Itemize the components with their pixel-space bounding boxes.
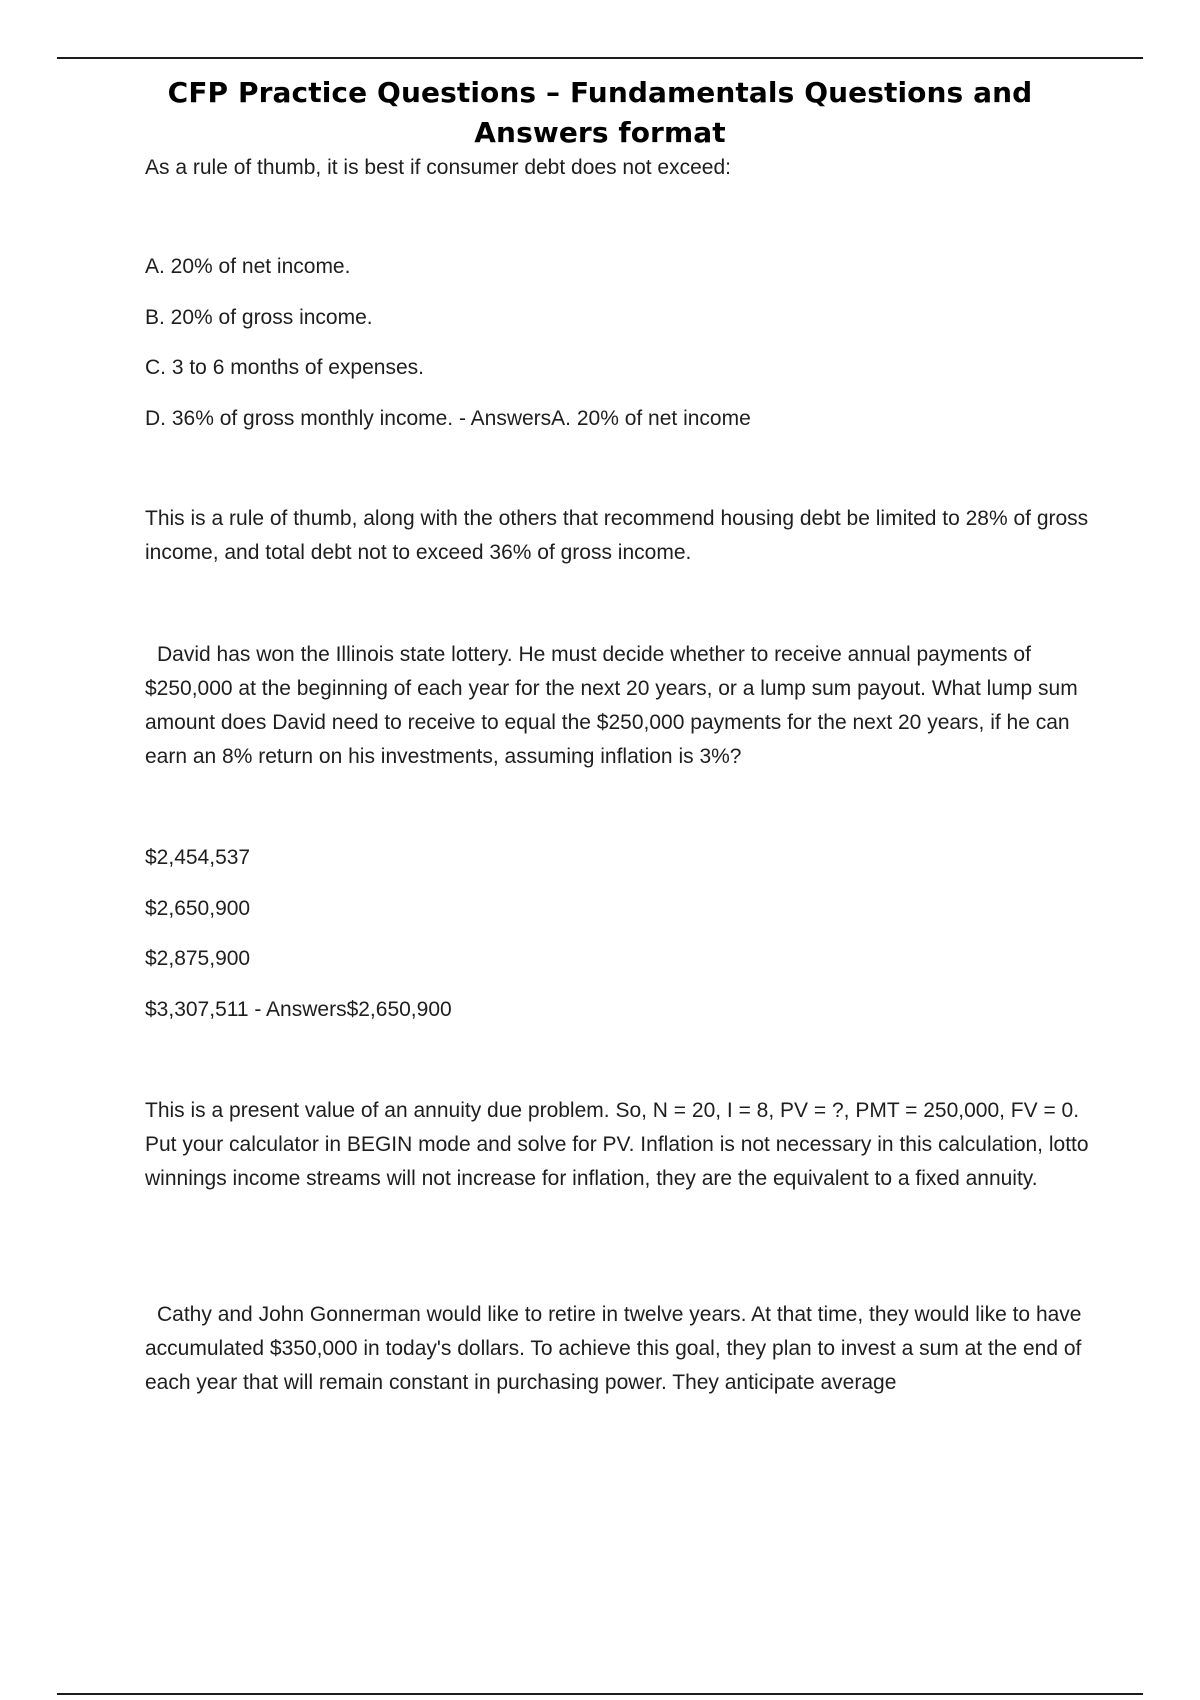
question-1-option-d-answer: D. 36% of gross monthly income. - AnswersA. 20% of net income	[145, 407, 751, 430]
question-1-option-c: C. 3 to 6 months of expenses.	[145, 356, 424, 379]
top-rule	[57, 57, 1143, 59]
question-2-explanation: This is a present value of an annuity due problem. So, N = 20, I = 8, PV = ?, PMT = 250,000, FV = 0. Put your calculator in BEGIN mode and solve for PV. Inflation is not necessary in this calculation, lotto winnings income streams will not increase for inflation, they are the equivalent to a fixed annuity.	[145, 1099, 1089, 1190]
document-title: CFP Practice Questions – Fundamentals Questions and Answers format	[167, 76, 1033, 149]
question-2-option-3: $2,875,900	[145, 947, 251, 970]
question-2-text: David has won the Illinois state lottery. He must decide whether to receive annual payments of $250,000 at the beginning of each year for the next 20 years, or a lump sum payout. What lump sum amount does David need to receive to equal the $250,000 payments for the next 20 years, if he can earn an 8% return on his investments, assuming inflation is 3%?	[145, 643, 1078, 768]
question-1-option-b: B. 20% of gross income.	[145, 306, 373, 329]
bottom-rule	[57, 1693, 1143, 1695]
question-2-option-4-answer: $3,307,511 - Answers$2,650,900	[145, 998, 452, 1021]
question-1-text: As a rule of thumb, it is best if consumer debt does not exceed:	[145, 156, 731, 179]
question-1-explanation: This is a rule of thumb, along with the others that recommend housing debt be limited to 28% of gross income, and total debt not to exceed 36% of gross income.	[145, 507, 1089, 564]
question-3-text: Cathy and John Gonnerman would like to retire in twelve years. At that time, they would like to have accumulated $350,000 in today's dollars. To achieve this goal, they plan to invest a sum at the end of each year that will remain constant in purchasing power. They anticipate average	[145, 1303, 1082, 1394]
question-2-option-2: $2,650,900	[145, 897, 251, 920]
question-1-option-a: A. 20% of net income.	[145, 255, 351, 278]
question-2-option-1: $2,454,537	[145, 846, 251, 869]
